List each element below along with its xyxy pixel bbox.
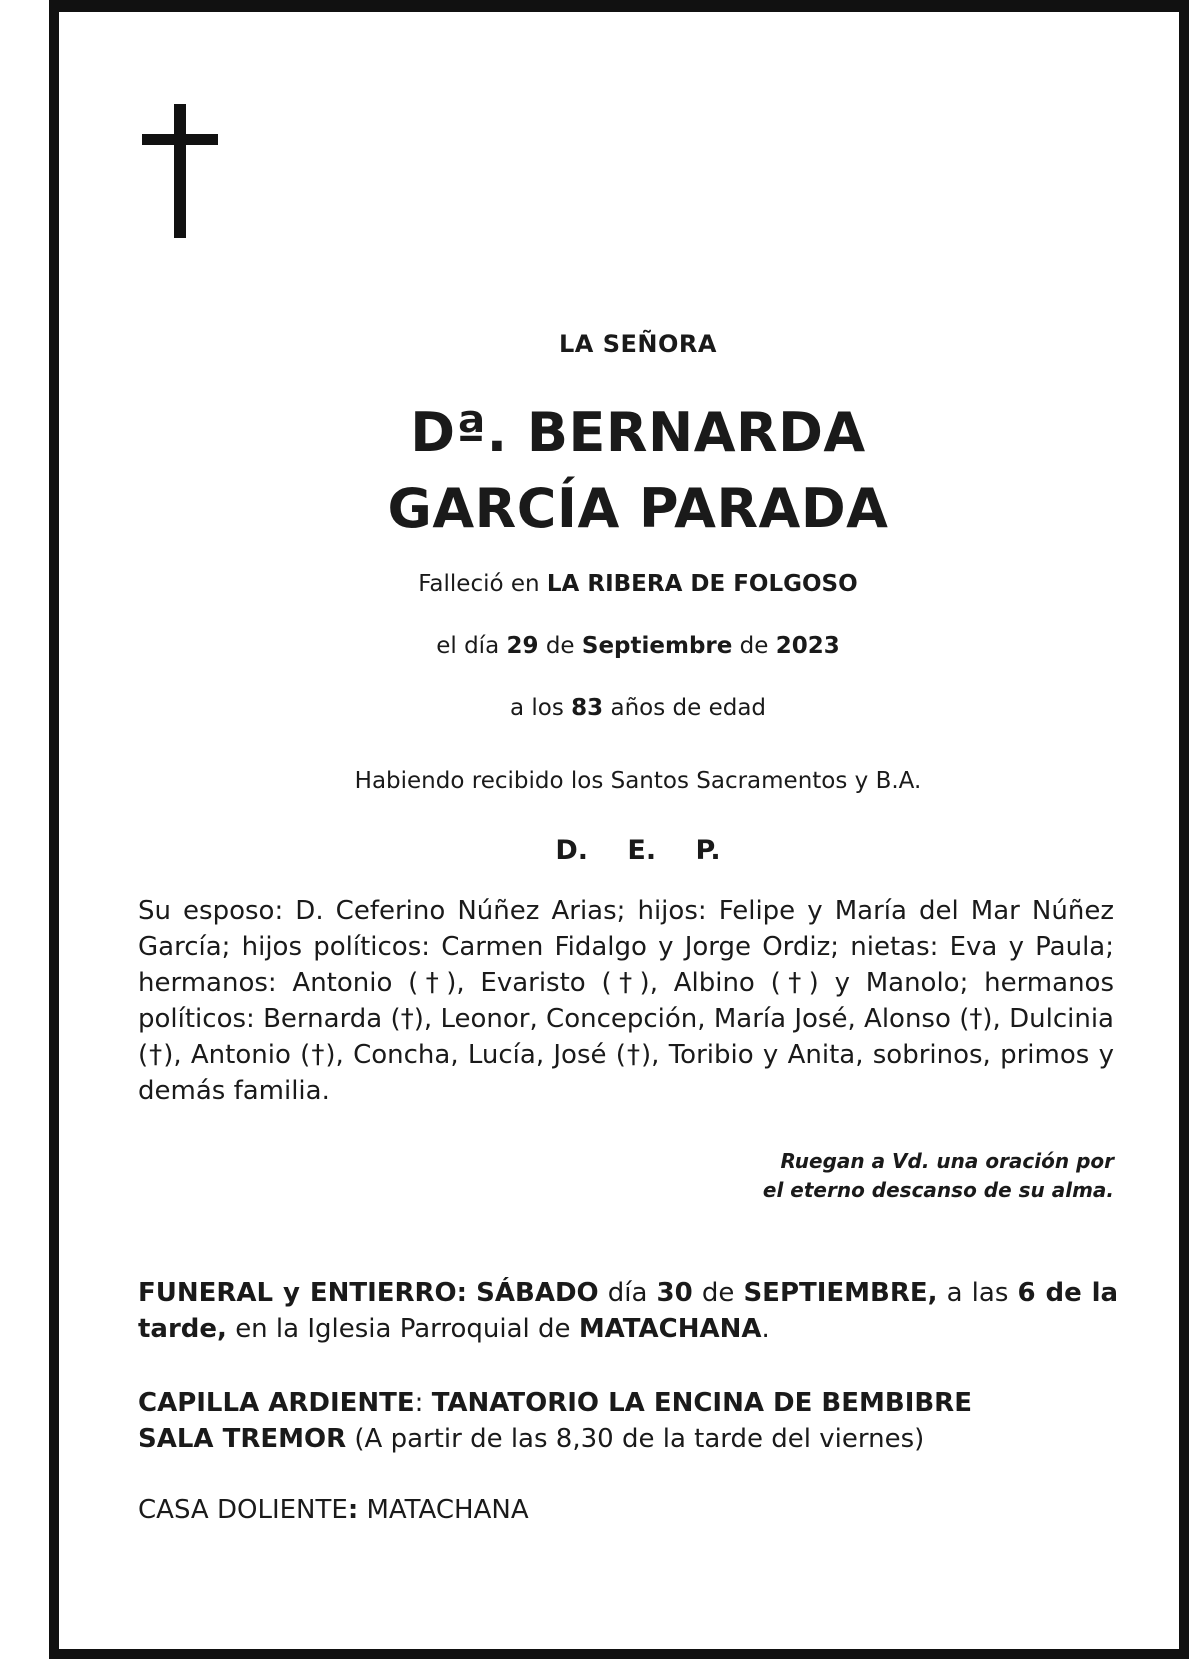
age-value: 83 bbox=[571, 695, 604, 721]
latin-cross-icon bbox=[142, 104, 218, 238]
dep-abbreviation: D. E. P. bbox=[555, 835, 721, 866]
death-year: 2023 bbox=[775, 633, 840, 659]
death-place-line: Falleció en LA RIBERA DE FOLGOSO bbox=[418, 571, 858, 597]
mourning-house-info: CASA DOLIENTE: MATACHANA bbox=[138, 1495, 529, 1525]
chapel-info: CAPILLA ARDIENTE: TANATORIO LA ENCINA DE BEMBIBRE SALA TREMOR (A partir de las 8,30 de la tarde del viernes) bbox=[138, 1388, 972, 1454]
death-day: 29 bbox=[506, 633, 539, 659]
prayer-request: Ruegan a Vd. una oración por el eterno descanso de su alma. bbox=[762, 1149, 1114, 1202]
name-line-1: Dª. BERNARDA bbox=[410, 401, 866, 464]
death-date-line: el día 29 de Septiembre de 2023 bbox=[436, 633, 840, 659]
death-month: Septiembre bbox=[581, 633, 733, 659]
deceased-name bbox=[138, 395, 1138, 547]
sacraments-line: Habiendo recibido los Santos Sacramentos y B.A. bbox=[354, 768, 922, 794]
family-paragraph: Su esposo: D. Ceferino Núñez Arias; hijos: Felipe y María del Mar Núñez García; hijos políticos: Carmen Fidalgo y Jorge Ordiz; nietas: Eva y Paula; hermanos: Antonio (†), Evaristo (†), Albino (†) y Manolo; hermanos políticos: Bernarda (†), Leonor, Concepción, María José, Alonso (†), Dulcinia (†), Antonio (†), Concha, Lucía, José (†), Toribio y Anita, sobrinos, primos y demás familia. bbox=[138, 896, 1114, 1106]
funeral-info: FUNERAL y ENTIERRO: SÁBADO día 30 de SEPTIEMBRE, a las 6 de la tarde, en la Iglesia Parroquial de MATACHANA. bbox=[138, 1278, 1119, 1344]
age-line: a los 83 años de edad bbox=[509, 695, 767, 721]
title-prefix: LA SEÑORA bbox=[559, 330, 717, 358]
name-line-2: GARCÍA PARADA bbox=[387, 477, 889, 540]
death-place: LA RIBERA DE FOLGOSO bbox=[546, 571, 858, 597]
